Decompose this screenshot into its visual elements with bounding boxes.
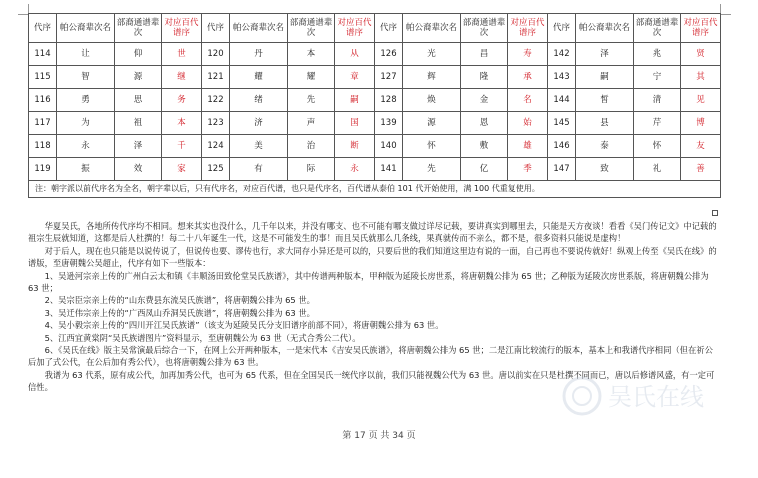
table-cell: 122: [202, 89, 230, 112]
table-cell: 声: [288, 112, 335, 135]
table-cell: 先: [288, 89, 335, 112]
table-cell: 115: [29, 66, 57, 89]
table-cell: 金: [461, 89, 508, 112]
table-cell: 本: [162, 112, 202, 135]
table-cell: 让: [57, 43, 115, 66]
table-header-cell: 代序: [548, 14, 576, 43]
table-cell: 泽: [576, 43, 634, 66]
table-cell: 125: [202, 158, 230, 181]
generation-table: [28, 13, 721, 198]
table-header-cell: 帕公裔辈次名: [576, 14, 634, 43]
list-item: 6、《吴氏在线》版主吴常演最后综合一下，在网上公开两种版本，一是宋代本《吉安吴氏族谱》，将唐朝魏公排为 65 世；二是江南比较流行的版本，基本上和我谱代序相同（但在祈公后加了式公代，在公后加有秀公代），也将唐朝魏公排为 63 世。: [28, 345, 713, 368]
table-cell: 勇: [57, 89, 115, 112]
table-cell: 泰: [576, 135, 634, 158]
table-cell: 焕: [403, 89, 461, 112]
table-cell: 恩: [461, 112, 508, 135]
table-cell: 致: [576, 158, 634, 181]
list-item: 2、吴宗臣宗亲上传的“山东费县东流吴氏族谱”，将唐朝魏公排为 65 世。: [44, 295, 315, 306]
table-cell: 振: [57, 158, 115, 181]
table-cell: 继: [162, 66, 202, 89]
table-cell: 家: [162, 158, 202, 181]
table-cell: 寿: [508, 43, 548, 66]
table-cell: 贤: [681, 43, 721, 66]
table-cell: 126: [375, 43, 403, 66]
table-cell: 际: [288, 158, 335, 181]
table-cell: 昌: [461, 43, 508, 66]
table-row: [29, 135, 721, 158]
list-item: 4、吴小毅宗亲上传的“四川开江吴氏族谱”（该支为延陵吴氏分支旧谱序前部不同），将唐朝魏公排为 63 世。: [44, 320, 444, 331]
table-note-row: [29, 181, 721, 198]
table-cell: 仰: [115, 43, 162, 66]
table-cell: 140: [375, 135, 403, 158]
table-cell: 嗣: [335, 89, 375, 112]
table-cell: 119: [29, 158, 57, 181]
list-item: 3、吴迁伟宗亲上传的“广西凤山乔洞吴氏族谱”，将唐朝魏公排为 63 世。: [44, 307, 315, 318]
table-cell: 源: [115, 66, 162, 89]
table-header-cell: 对应百代谱序: [162, 14, 202, 43]
table-cell: 147: [548, 158, 576, 181]
table-header-cell: 部裔通谱辈次: [115, 14, 162, 43]
table-cell: 县: [576, 112, 634, 135]
list-item: 5、江西宜黄棠阴“吴氏族谱图片”资料显示，至唐朝魏公为 63 世（无式合秀公二代）。: [44, 332, 361, 343]
table-cell: 嗣: [576, 66, 634, 89]
table-header-cell: 对应百代谱序: [508, 14, 548, 43]
table-cell: 善: [681, 158, 721, 181]
table-cell: 117: [29, 112, 57, 135]
table-cell: 章: [335, 66, 375, 89]
table-cell: 绪: [230, 89, 288, 112]
table-cell: 思: [115, 89, 162, 112]
table-cell: 美: [230, 135, 288, 158]
table-cell: 永: [57, 135, 115, 158]
table-cell: 源: [403, 112, 461, 135]
table-cell: 141: [375, 158, 403, 181]
table-header-cell: 部裔通谱辈次: [634, 14, 681, 43]
table-cell: 兆: [634, 43, 681, 66]
table-cell: 千: [162, 135, 202, 158]
margin-corner-mark: [720, 4, 731, 15]
table-cell: 本: [288, 43, 335, 66]
table-cell: 128: [375, 89, 403, 112]
table-cell: 120: [202, 43, 230, 66]
table-cell: 博: [681, 112, 721, 135]
table-cell: 宁: [634, 66, 681, 89]
table-cell: 清: [634, 89, 681, 112]
table-cell: 敷: [461, 135, 508, 158]
table-cell: 礼: [634, 158, 681, 181]
table-cell: 耀: [288, 66, 335, 89]
table-header-cell: 对应百代谱序: [681, 14, 721, 43]
watermark-logo: [560, 372, 756, 420]
table-row: [29, 66, 721, 89]
table-header-cell: 帕公裔辈次名: [403, 14, 461, 43]
table-cell: 从: [335, 43, 375, 66]
table-header-cell: 部裔通谱辈次: [461, 14, 508, 43]
table-cell: 世: [162, 43, 202, 66]
table-cell: 143: [548, 66, 576, 89]
table-cell: 承: [508, 66, 548, 89]
table-cell: 名: [508, 89, 548, 112]
table-cell: 146: [548, 135, 576, 158]
table-cell: 127: [375, 66, 403, 89]
table-cell: 芹: [634, 112, 681, 135]
table-cell: 济: [230, 112, 288, 135]
table-cell: 丹: [230, 43, 288, 66]
table-cell: 辉: [403, 66, 461, 89]
table-cell: 144: [548, 89, 576, 112]
table-row: [29, 89, 721, 112]
table-cell: 季: [508, 158, 548, 181]
table-cell: 114: [29, 43, 57, 66]
table-cell: 断: [335, 135, 375, 158]
list-item: 1、吴逊河宗亲上传的广州白云太和镇《丰顺汤田致伦堂吴氏族谱》，其中传谱两种版本，甲种版为延陵长房世系，将唐朝魏公排为 65 世；乙种版为延陵次房世系版，将唐朝魏公排为 63 世；: [28, 270, 709, 294]
table-cell: 光: [403, 43, 461, 66]
table-header-row: [29, 14, 721, 43]
table-header-cell: 帕公裔辈次名: [57, 14, 115, 43]
page-footer: 第 17 页 共 34 页: [342, 431, 416, 441]
table-note: 注：朝字派以前代序名为全名，朝字辈以后，只有代序名，对应百代谱，也只是代序名，百代谱从泰伯 101 代开始使用，满 100 代重复使用。: [29, 181, 721, 198]
table-cell: 142: [548, 43, 576, 66]
table-cell: 有: [230, 158, 288, 181]
table-cell: 先: [403, 158, 461, 181]
paragraph: 我谱为 63 代系，原有成公代，加再加秀公代，也可为 65 代系，但在全国吴氏一统代序以前，我们只能视魏公代为 63 世。唐以前实在只是杜撰不同而已，唐以后修谱风盛，有一定可信性。: [28, 369, 715, 393]
table-cell: 其: [681, 66, 721, 89]
table-header-cell: 代序: [29, 14, 57, 43]
table-header-cell: 代序: [375, 14, 403, 43]
table-cell: 国: [335, 112, 375, 135]
table-cell: 泽: [115, 135, 162, 158]
table-cell: 祖: [115, 112, 162, 135]
table-cell: 124: [202, 135, 230, 158]
table-cell: 145: [548, 112, 576, 135]
table-cell: 永: [335, 158, 375, 181]
watermark-text: 吴氏在线: [608, 383, 704, 411]
table-cell: 友: [681, 135, 721, 158]
table-cell: 亿: [461, 158, 508, 181]
table-cell: 121: [202, 66, 230, 89]
table-header-cell: 部裔通谱辈次: [288, 14, 335, 43]
table-header-cell: 代序: [202, 14, 230, 43]
table-cell: 116: [29, 89, 57, 112]
body-text: [28, 220, 718, 394]
table-cell: 118: [29, 135, 57, 158]
table-header-cell: 对应百代谱序: [335, 14, 375, 43]
table-cell: 智: [57, 66, 115, 89]
table-cell: 怀: [634, 135, 681, 158]
table-cell: 始: [508, 112, 548, 135]
paragraph: 对于后人，现在也只能是以说传说了，但说传也要、谬传也行，求大同存小异还是可以的，只要后世的我们知道这里边有说的一面，自己再也不要说传就好！纵观上传至《吴氏在线》的谱版，至唐朝魏公吴超止，代序有如下一些版本：: [28, 245, 717, 269]
table-resize-handle[interactable]: [712, 210, 718, 216]
table-header-cell: 帕公裔辈次名: [230, 14, 288, 43]
table-cell: 耀: [230, 66, 288, 89]
table-cell: 治: [288, 135, 335, 158]
table-row: [29, 43, 721, 66]
paragraph: 华夏吴氏，各地所传代序均不相同。想来其实也没什么，几千年以来，并没有哪支、也不可能有哪支做过详尽记载，要讲真实到哪里去，只能是天方夜谈！看看《吴门传记文》中记载的祖宗生辰就知道，这都是后人杜撰的！每二十八年诞生一代，这是不可能发生的事！而且吴氏就那么几条线，果真就传而不亲么，都不是，很多资料只能说是虚构！: [28, 221, 717, 244]
table-cell: 怀: [403, 135, 461, 158]
table-cell: 雄: [508, 135, 548, 158]
table-cell: 123: [202, 112, 230, 135]
table-cell: 效: [115, 158, 162, 181]
table-row: [29, 112, 721, 135]
table-row: [29, 158, 721, 181]
table-cell: 为: [57, 112, 115, 135]
table-cell: 见: [681, 89, 721, 112]
table-cell: 隆: [461, 66, 508, 89]
table-cell: 务: [162, 89, 202, 112]
table-cell: 139: [375, 112, 403, 135]
table-cell: 皙: [576, 89, 634, 112]
